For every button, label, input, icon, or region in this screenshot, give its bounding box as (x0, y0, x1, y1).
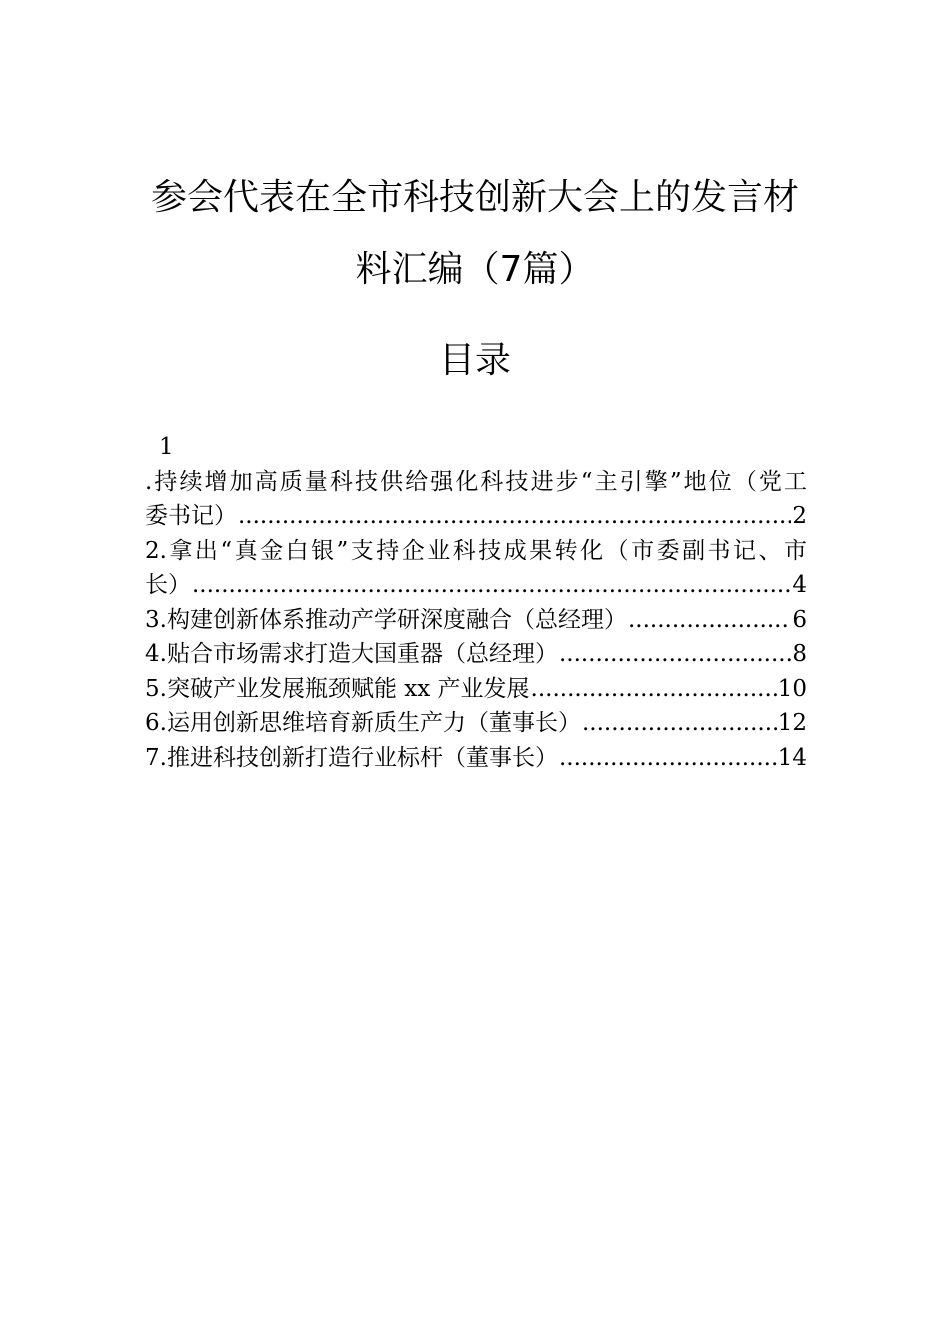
toc-entry-6[interactable] (145, 706, 807, 741)
title-line-1: 参会代表在全市科技创新大会上的发言材 (150, 177, 799, 218)
toc-entry-4-page: 8 (792, 641, 807, 667)
toc-entry-2[interactable] (145, 534, 807, 603)
toc-heading: 目录 (438, 340, 511, 381)
title-line-2: 料汇编（7篇） (355, 249, 595, 290)
table-of-contents (145, 430, 807, 775)
toc-entry-4-leader (559, 637, 791, 672)
toc-entry-5-leader (531, 672, 777, 707)
toc-entry-2-title-line1: 2.拿出“真金白银”支持企业科技成果转化（市委副书记、市 (145, 537, 807, 564)
toc-entry-3-page: 6 (792, 606, 807, 633)
toc-entry-7-page: 14 (777, 744, 807, 771)
toc-entry-1[interactable] (145, 430, 807, 534)
toc-entry-4-title: 4.贴合市场需求打造大国重器（总经理） (145, 641, 558, 667)
toc-entry-6-page: 12 (777, 710, 807, 736)
toc-entry-5-page: 10 (777, 675, 807, 702)
toc-entry-7-title: 7.推进科技创新打造行业标杆（董事长） (145, 744, 558, 771)
toc-entry-1-title-line2: 委书记） (145, 503, 237, 529)
toc-entry-6-title: 6.运用创新思维培育新质生产力（董事长） (145, 710, 581, 736)
toc-entry-6-leader (582, 706, 777, 741)
toc-entry-5-title: 5.突破产业发展瓶颈赋能 xx 产业发展 (145, 675, 530, 702)
toc-entry-1-title-line1: .持续增加高质量科技供给强化科技进步“主引擎”地位（党工 (145, 468, 807, 495)
toc-entry-1-leader (238, 499, 791, 534)
document-title (120, 162, 830, 306)
toc-entry-2-page: 4 (792, 572, 807, 598)
toc-entry-2-leader (192, 568, 791, 603)
toc-entry-3-leader (628, 603, 791, 638)
toc-entry-2-title-line2: 长） (145, 572, 191, 598)
toc-entry-5[interactable] (145, 672, 807, 707)
toc-entry-4[interactable] (145, 637, 807, 672)
toc-entry-3[interactable] (145, 603, 807, 638)
toc-entry-7-leader (559, 741, 777, 776)
toc-entry-1-number: 1 (159, 434, 174, 460)
toc-entry-3-title: 3.构建创新体系推动产学研深度融合（总经理） (145, 606, 627, 633)
toc-entry-1-page: 2 (792, 503, 807, 529)
toc-entry-7[interactable] (145, 741, 807, 776)
